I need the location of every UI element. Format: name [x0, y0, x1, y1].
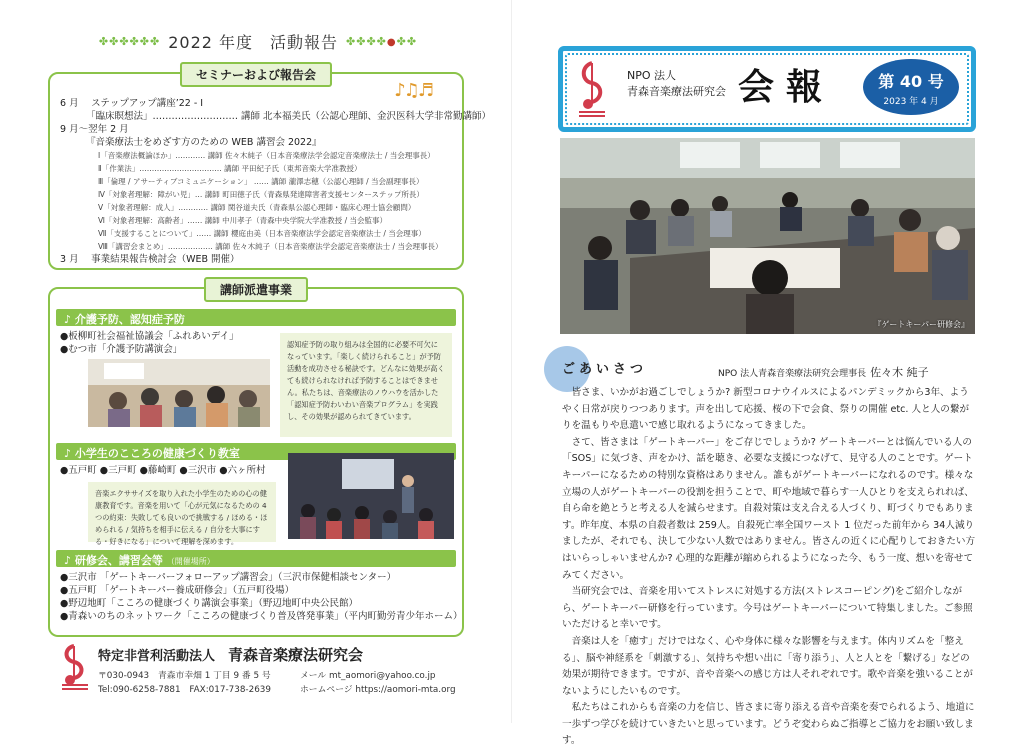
newsletter-masthead	[558, 46, 976, 132]
greeting-paragraph: 当研究会では、音楽を用いてストレスに対処する方法(ストレスコーピング)をご紹介しながら、ゲートキーパー研修を行っています。今号はゲートキーパーについて特集しました。ご参照いただけると幸いです。	[562, 586, 973, 631]
org-name	[98, 644, 363, 665]
photo-caption: 『ゲートキーパー研修会』	[873, 320, 969, 329]
care-note: 認知症予防の取り組みは全国的に必要不可欠になっています。「楽しく続けられること」が予防活動を成功させる秘訣です。どんなに効果が高くても続けられなければ予防することはできません。私たちは、音楽療法のノウハウを活かした「認知症予防わいわい音楽プログラム」を実践し、その効果が認められてきています。	[280, 333, 452, 437]
seminar-line: Ⅴ「対象者理解：成人」………… 講師 関谷道夫氏（青森県公認心理師・臨床心理士協会顧問）	[98, 203, 416, 212]
seminar-line: Ⅶ「支援することについて」…… 講師 櫻庭由美（日本音楽療法学会認定音楽療法士 / 当会理事）	[98, 229, 426, 238]
org-address: 〒030-0943 青森市幸畑 1 丁目 9 番 5 号	[98, 671, 271, 681]
seminar-line: Ⅱ「作業法」…………………………… 講師 平田紀子氏（東邦音楽大学准教授）	[98, 164, 362, 173]
greeting-author	[718, 364, 929, 380]
seminar-line: 3 月 事業結果報告検討会（WEB 開催）	[60, 254, 240, 265]
seminar-line: Ⅵ「対象者理解：高齢者」…… 講師 中川孝子（青森中央学院大学准教授 / 当会監事）	[98, 216, 387, 225]
greeting-body	[562, 385, 976, 750]
training-item: ●野辺地町「こころの健康づくり講演会事業」（野辺地町中央公民館）	[60, 598, 359, 609]
seminar-line: Ⅲ「倫理 / アサーティブコミュニケーション」 …… 講師 瀧澤志穂（公認心理師 / 当会副理事長）	[98, 177, 424, 186]
gatekeeper-photo	[560, 138, 975, 334]
seminar-line: Ⅷ「講習会まとめ」……………… 講師 佐々木純子（日本音楽療法学会認定音楽療法士 / 当会理事長）	[98, 242, 443, 251]
page-title: 2022 年度 活動報告	[168, 32, 339, 52]
greeting-title: ごあいさつ	[562, 362, 648, 377]
dispatch-section	[48, 283, 464, 637]
training-title: ♪ 研修会、講習会等	[64, 554, 163, 567]
greeting-paragraph: 皆さま、いかがお過ごしでしょうか? 新型コロナウイルスによるパンデミックから3年、ようやく日常が戻りつつあります。声を出して応援、桜の下で会食、祭りの開催 etc. 人と人の繋がりを温もりや息遣いで感じ取れるようになってきました。	[562, 387, 970, 432]
org-logo-icon	[60, 642, 90, 694]
greeting-paragraph: さて、皆さまは「ゲートキーパー」をご存じでしょうか? ゲートキーパーとは悩んでいる人の「SOS」に気づき、声をかけ、話を聴き、必要な支援につなげて、見守る人のことです。ゲートキーパーになるための特別な資格はありません。誰もがゲートキーパーになれるのです。様々な立場の人がゲートキーパーの役割を担うことで、町や地域で暮らす一人ひとりを支えられれば、自ら命を絶とうと考える人を減らせます。自殺対策は支え合える人づくり、町づくりでもあります。昨年度、本県の自殺者数は 259人。自殺死亡率全国ワースト 1 位だった前年から 34人減りましたが、それでも、決して少ない人数ではありません。皆さんの近くに心配りしておきたい方はいらっしゃいませんか? 心理的な距離が縮められるようになった今、もう一度、想いを寄せてみてください。	[562, 436, 976, 581]
org-footer	[60, 640, 480, 700]
masthead-org: 青森音楽療法研究会	[627, 85, 726, 98]
clover-decoration-icon: ✤✤✤✤●✤✤	[346, 34, 418, 48]
seminar-line: 「臨床瞑想法」……………………… 講師 北本福美氏（公認心理師、金沢医科大学非常勤講師）	[86, 111, 492, 122]
seminar-header: セミナーおよび報告会	[180, 62, 332, 87]
kids-bar: ♪ 小学生のこころの健康づくり教室	[56, 443, 456, 460]
seminar-line: 6 月 ステップアップ講座’22 - Ⅰ	[60, 98, 204, 109]
org-prefix: 特定非営利活動法人	[98, 649, 216, 664]
care-item: ●むつ市「介護予防講演会」	[60, 344, 183, 355]
kids-photo	[288, 453, 454, 539]
org-phone: Tel:090-6258-7881 FAX:017-738-2639	[98, 685, 271, 695]
seminar-line: 『音楽療法士をめざす方のための WEB 講習会 2022』	[86, 137, 322, 148]
greeting-paragraph: 私たちはこれからも音楽の力を信じ、皆さまに寄り添える音や音楽を奏でられるよう、地道に一歩ずつ学びを続けていきたいと思っています。どうぞ変わらぬご指導とご協力をお願い致します。	[562, 702, 975, 747]
left-page	[0, 0, 512, 723]
training-item: ●五戸町 「ゲートキーパー養成研修会」（五戸町役場）	[60, 585, 295, 596]
music-notes-icon: ♪♫♬	[394, 80, 432, 101]
training-title-note: （開催場所）	[166, 557, 215, 566]
kids-places: ●五戸町 ●三戸町 ●藤崎町 ●三沢市 ●六ヶ所村	[60, 465, 266, 476]
org-logo-icon	[577, 59, 607, 121]
training-bar	[56, 550, 456, 567]
seminar-line: Ⅳ「対象者理解：障がい児」… 講師 町田徳子氏（青森県発達障害者支援センターステップ所長）	[98, 190, 424, 199]
page-fold	[511, 0, 512, 723]
issue-number: 第 40 号	[878, 72, 944, 91]
author-name: 佐々木 純子	[870, 366, 929, 379]
org-website[interactable]: ホームページ https://aomori-mta.org	[300, 685, 456, 695]
author-role: NPO 法人青森音楽療法研究会理事長	[718, 369, 867, 379]
kids-note: 音楽エクササイズを取り入れた小学生のための心の健康教育です。音楽を用いて「心が元気になるための 4 つの約束：失敗しても良いので挑戦する / ほめる・ほめられる / 気持ちを相手に伝える / 自分を大事にする・好きになる」について理解を深めます。	[88, 482, 276, 542]
org-email[interactable]: メール mt_aomori@yahoo.co.jp	[300, 671, 436, 681]
care-photo	[88, 359, 270, 427]
ladybug-icon: ●	[386, 36, 397, 48]
seminar-line: 9 月～翌年 2 月	[60, 124, 129, 135]
seminar-line: Ⅰ「音楽療法概論ほか」………… 講師 佐々木純子（日本音楽療法学会認定音楽療法士 / 当会理事長）	[98, 151, 435, 160]
clover-decoration-icon: ✤✤✤✤✤✤	[98, 34, 161, 48]
masthead-npo: NPO 法人	[627, 69, 677, 82]
issue-badge	[863, 59, 959, 115]
care-prevention-bar: ♪ 介護予防、認知症予防	[56, 309, 456, 326]
care-item: ●板柳町社会福祉協議会「ふれあいデイ」	[60, 331, 239, 342]
seminar-section	[48, 68, 492, 270]
training-item: ●青森いのちのネットワーク「こころの健康づくり普及啓発事業」（平内町勤労青少年ホーム）	[60, 611, 463, 622]
greeting-paragraph: 音楽は人を「癒す」だけではなく、心や身体に様々な影響を与えます。体内リズムを「整える」、脳や神経系を「刺激する」、気持ちや想い出に「寄り添う」、人と人とを「繋げる」などの効果が期待できます。ですが、音や音楽への感じ方は人それぞれです。歌や音楽を強いることがないようにしたいものです。	[562, 635, 973, 697]
org-name-main: 青森音楽療法研究会	[228, 646, 364, 664]
training-item: ●三沢市 「ゲートキーパーフォローアップ講習会」（三沢市保健相談センター）	[60, 572, 397, 583]
issue-date: 2023 年 4 月	[883, 97, 939, 107]
activity-report-title	[48, 30, 468, 52]
dispatch-header: 講師派遣事業	[204, 277, 308, 302]
masthead-title: 会報	[738, 66, 835, 108]
